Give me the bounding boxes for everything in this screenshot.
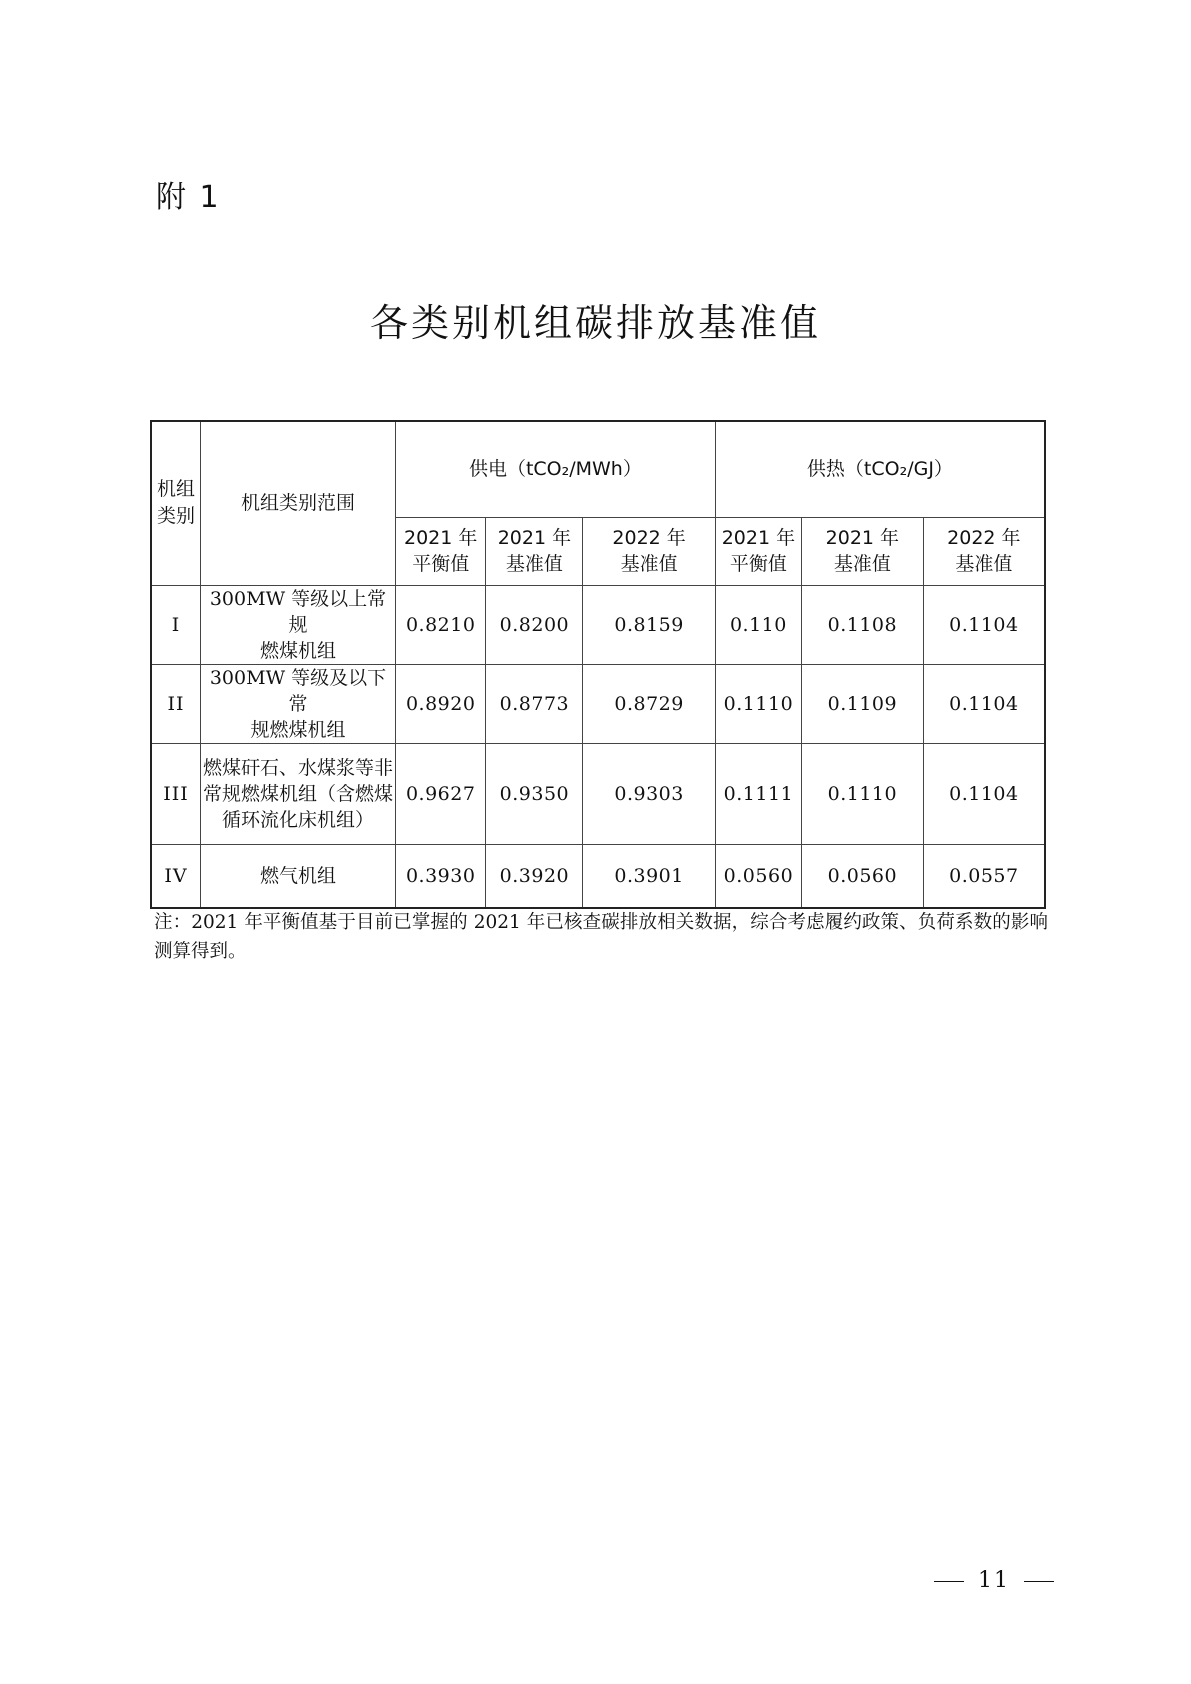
subheader-year: 2021 年 <box>721 527 796 549</box>
header-category-text: 机组类别 <box>157 478 196 528</box>
value-cell: 0.110 <box>715 585 801 664</box>
header-power-supply: 供电（tCO₂/MWh） <box>395 421 715 517</box>
value-cell: 0.1109 <box>802 664 924 743</box>
table-row <box>151 664 1045 743</box>
header-scope: 机组类别范围 <box>201 421 396 585</box>
value-cell: 0.3920 <box>486 844 583 908</box>
row-category: III <box>151 743 201 844</box>
value-cell: 0.1104 <box>923 585 1045 664</box>
subheader-type: 基准值 <box>833 553 891 575</box>
value-cell: 0.9303 <box>583 743 715 844</box>
table-row <box>151 844 1045 908</box>
subheader-year: 2021 年 <box>825 527 900 549</box>
row-category: I <box>151 585 201 664</box>
subheader-type: 平衡值 <box>729 553 787 575</box>
row-category: II <box>151 664 201 743</box>
subheader-power-2021-balance <box>395 517 485 585</box>
value-cell: 0.1110 <box>802 743 924 844</box>
row-scope <box>201 664 396 743</box>
scope-line: 燃煤机组 <box>259 639 336 662</box>
scope-line: 燃煤矸石、水煤浆等非 <box>202 756 393 779</box>
value-cell: 0.0557 <box>923 844 1045 908</box>
table-note: 注：2021 年平衡值基于目前已掌握的 2021 年已核查碳排放相关数据，综合考虑履约政策、负荷系数的影响测算得到。 <box>154 912 1048 962</box>
scope-line: 规燃煤机组 <box>250 718 346 741</box>
page-number-footer <box>920 1568 1068 1593</box>
value-cell: 0.3901 <box>583 844 715 908</box>
value-cell: 0.1110 <box>715 664 801 743</box>
scope-line: 300MW 等级以上常规 <box>209 587 387 636</box>
value-cell: 0.8210 <box>395 585 485 664</box>
row-scope <box>201 585 396 664</box>
subheader-heat-2021-benchmark <box>802 517 924 585</box>
value-cell: 0.8200 <box>486 585 583 664</box>
value-cell: 0.1108 <box>802 585 924 664</box>
row-scope <box>201 743 396 844</box>
value-cell: 0.1104 <box>923 664 1045 743</box>
header-category <box>151 421 201 585</box>
dash-right <box>1024 1581 1054 1582</box>
value-cell: 0.8920 <box>395 664 485 743</box>
value-cell: 0.1111 <box>715 743 801 844</box>
row-category: IV <box>151 844 201 908</box>
scope-line: 常规燃煤机组（含燃煤 <box>202 782 393 805</box>
value-cell: 0.8159 <box>583 585 715 664</box>
value-cell: 0.9627 <box>395 743 485 844</box>
scope-line: 循环流化床机组） <box>221 808 374 831</box>
dash-left <box>934 1581 964 1582</box>
subheader-year: 2022 年 <box>612 527 686 549</box>
subheader-type: 基准值 <box>505 553 563 575</box>
value-cell: 0.0560 <box>715 844 801 908</box>
value-cell: 0.0560 <box>802 844 924 908</box>
subheader-year: 2022 年 <box>947 527 1021 549</box>
subheader-year: 2021 年 <box>497 527 572 549</box>
benchmark-table <box>150 420 1046 909</box>
subheader-power-2021-benchmark <box>486 517 583 585</box>
subheader-heat-2022-benchmark <box>923 517 1045 585</box>
value-cell: 0.8773 <box>486 664 583 743</box>
header-heat-supply: 供热（tCO₂/GJ） <box>715 421 1045 517</box>
value-cell: 0.8729 <box>583 664 715 743</box>
subheader-heat-2021-balance <box>715 517 801 585</box>
subheader-year: 2021 年 <box>404 527 478 549</box>
subheader-type: 平衡值 <box>412 553 470 575</box>
table-row <box>151 743 1045 844</box>
table-row <box>151 585 1045 664</box>
scope-line: 300MW 等级及以下常 <box>209 666 387 715</box>
scope-line: 燃气机组 <box>259 864 336 887</box>
subheader-type: 基准值 <box>955 553 1013 575</box>
value-cell: 0.9350 <box>486 743 583 844</box>
row-scope <box>201 844 396 908</box>
value-cell: 0.1104 <box>923 743 1045 844</box>
annex-label: 附 1 <box>156 180 221 215</box>
document-title: 各类别机组碳排放基准值 <box>369 301 821 345</box>
subheader-type: 基准值 <box>620 553 678 575</box>
page-number: 11 <box>978 1568 1010 1593</box>
value-cell: 0.3930 <box>395 844 485 908</box>
subheader-power-2022-benchmark <box>583 517 715 585</box>
